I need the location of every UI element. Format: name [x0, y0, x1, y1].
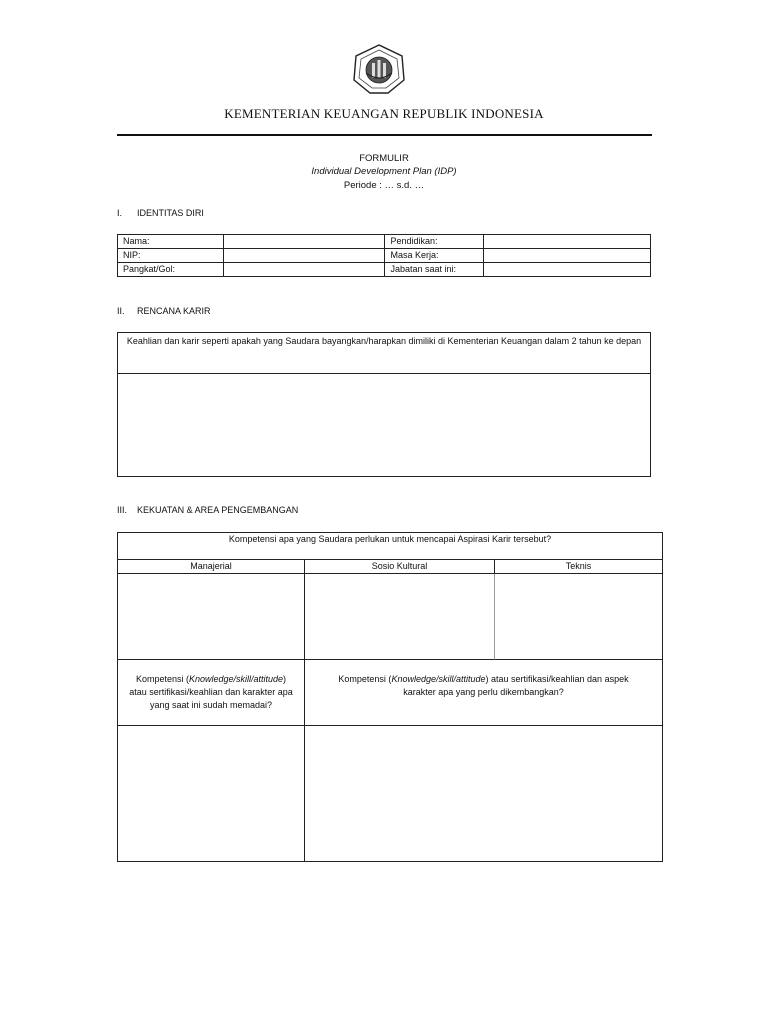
nip-label: NIP:: [118, 249, 224, 263]
column-header-manajerial: Manajerial: [118, 560, 305, 574]
question-text: Kompetensi (: [338, 674, 392, 684]
column-header-sosio-kultural: Sosio Kultural: [305, 560, 495, 574]
section-title: RENCANA KARIR: [137, 306, 211, 316]
strengths-development-table: [117, 532, 663, 862]
section-kekuatan-heading: [117, 505, 298, 515]
masa-kerja-field[interactable]: [484, 249, 651, 263]
masa-kerja-label: Masa Kerja:: [385, 249, 484, 263]
column-header-teknis: Teknis: [495, 560, 662, 574]
question-text: Kompetensi (: [135, 674, 189, 684]
header-divider: [117, 134, 652, 136]
jabatan-field[interactable]: [484, 263, 651, 277]
section-title: IDENTITAS DIRI: [137, 208, 204, 218]
ministry-emblem-logo: [352, 43, 406, 95]
current-strengths-question: [118, 660, 305, 726]
pangkat-gol-field[interactable]: [223, 263, 385, 277]
form-period: Periode : … s.d. …: [343, 180, 425, 191]
organization-name: KEMENTERIAN KEUANGAN REPUBLIK INDONESIA: [224, 106, 544, 121]
question-text-italic: Knowledge/skill/attitude: [188, 674, 284, 684]
pendidikan-label: Pendidikan:: [385, 235, 484, 249]
pendidikan-field[interactable]: [484, 235, 651, 249]
identity-table: [117, 234, 651, 277]
development-areas-answer-cell[interactable]: [305, 726, 662, 861]
manajerial-answer-cell[interactable]: [118, 574, 305, 660]
career-plan-question: Keahlian dan karir seperti apakah yang Saudara bayangkan/harapkan dimiliki di Kementerian Keuangan dalam 2 tahun ke depan: [118, 333, 650, 374]
section-identitas-heading: [117, 208, 204, 218]
table-row: [118, 249, 651, 263]
table-row: [118, 235, 651, 249]
current-strengths-answer-cell[interactable]: [118, 726, 305, 861]
nama-field[interactable]: [223, 235, 385, 249]
development-areas-question: [305, 660, 662, 726]
jabatan-label: Jabatan saat ini:: [385, 263, 484, 277]
section-number: I.: [117, 208, 123, 218]
sosio-kultural-answer-cell[interactable]: [305, 574, 495, 660]
question-text-italic: Knowledge/skill/attitude: [391, 674, 486, 684]
nip-field[interactable]: [223, 249, 385, 263]
teknis-answer-cell[interactable]: [495, 574, 662, 660]
career-plan-box: [117, 332, 651, 477]
form-title: FORMULIR: [359, 153, 409, 164]
question-text: ) atau sertifikasi/keahlian dan aspek karakter apa yang perlu dikembangkan?: [403, 674, 629, 697]
section-number: II.: [117, 306, 125, 316]
question-text: ) atau sertifikasi/keahlian dan karakter apa yang saat ini sudah memadai?: [129, 674, 293, 710]
section-number: III.: [117, 505, 128, 515]
nama-label: Nama:: [118, 235, 224, 249]
competency-question: Kompetensi apa yang Saudara perlukan untuk mencapai Aspirasi Karir tersebut?: [118, 533, 662, 560]
section-title: KEKUATAN & AREA PENGEMBANGAN: [137, 505, 299, 515]
section-rencana-karir-heading: [117, 306, 211, 316]
career-plan-answer-area[interactable]: [118, 374, 650, 476]
table-row: [118, 263, 651, 277]
form-subtitle: Individual Development Plan (IDP): [311, 166, 457, 177]
pangkat-gol-label: Pangkat/Gol:: [118, 263, 224, 277]
